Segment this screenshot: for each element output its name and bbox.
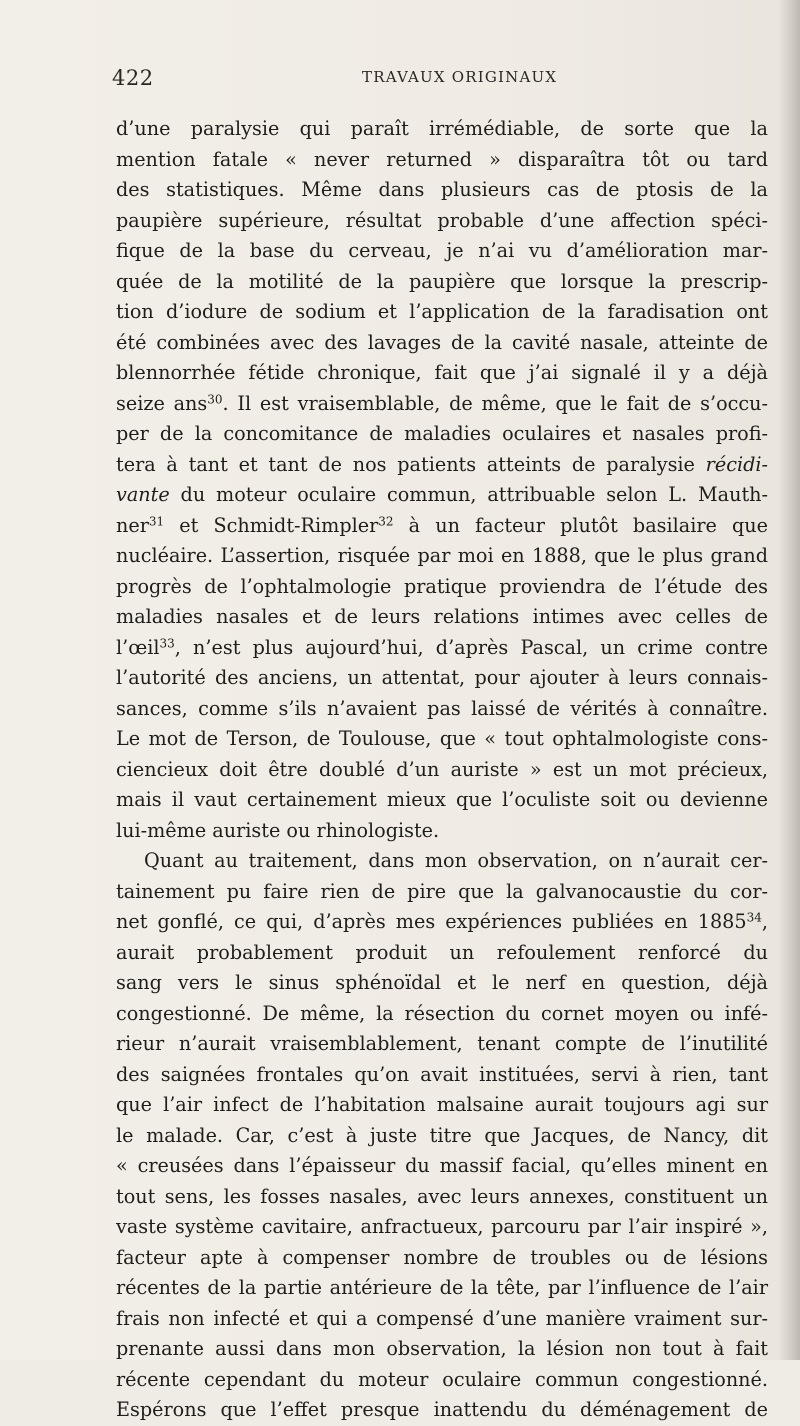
text-line: l’autorité des anciens, un attentat, pour ajouter à leurs connais- <box>116 666 768 689</box>
text-fragment: , <box>761 910 768 933</box>
text-line: per de la concomitance de maladies oculaires et nasales profi- <box>116 422 768 445</box>
text-line: facteur apte à compenser nombre de troubles ou de lésions <box>116 1245 768 1269</box>
text-line: des statistiques. Même dans plusieurs cas de ptosis de la <box>116 178 768 201</box>
text-line: aurait probablement produit un refoulement renforcé du <box>116 940 768 964</box>
text-line: congestionné. De même, la résection du cornet moyen ou infé- <box>116 1001 768 1025</box>
text-line: récente cependant du moteur oculaire commun congestionné. <box>116 1367 768 1391</box>
text-line: tout sens, les fosses nasales, avec leurs annexes, constituent un <box>116 1184 768 1208</box>
text-fragment: du moteur oculaire commun, attribuable selon L. Mauth- <box>169 483 768 506</box>
text-line: tainement pu faire rien de pire que la galvanocaustie du cor- <box>116 879 768 903</box>
text-line: Espérons que l’effet presque inattendu du déménagement de <box>116 1398 768 1421</box>
text-line <box>116 633 768 664</box>
text-fragment: , n’est plus aujourd’hui, d’après Pascal, un crime contre <box>174 635 768 659</box>
footnote-ref: 34 <box>746 910 762 925</box>
text-line: été combinées avec des lavages de la cavité nasale, atteinte de <box>116 330 768 354</box>
text-line <box>116 480 768 511</box>
running-head: TRAVAUX ORIGINAUX <box>362 68 558 86</box>
text-line: récentes de la partie antérieure de la tête, par l’influence de l’air <box>116 1276 768 1299</box>
text-line: tion d’iodure de sodium et l’application de la faradisation ont <box>116 300 768 323</box>
text-line: le malade. Car, c’est à juste titre que Jacques, de Nancy, dit <box>116 1123 768 1147</box>
footnote-ref: 33 <box>159 635 175 650</box>
text-line: sances, comme s’ils n’avaient pas laissé de vérités à connaître. <box>116 696 768 720</box>
text-line: que l’air infect de l’habitation malsaine aurait toujours agi sur <box>116 1093 768 1116</box>
text-line: des saignées frontales qu’on avait instituées, servi à rien, tant <box>116 1062 768 1086</box>
text-line <box>116 389 768 420</box>
text-line: paupière supérieure, résultat probable d’une affection spéci- <box>116 208 768 232</box>
text-line: mention fatale « never returned » disparaîtra tôt ou tard <box>116 147 768 171</box>
page-number: 422 <box>112 66 154 90</box>
text-line: « creusées dans l’épaisseur du massif facial, qu’elles minent en <box>116 1154 768 1177</box>
text-line: lui-même auriste ou rhinologiste. <box>116 818 440 842</box>
text-fragment: seize ans <box>116 391 208 415</box>
text-line: sang vers le sinus sphénoïdal et le nerf en question, déjà <box>116 971 768 994</box>
text-line: progrès de l’ophtalmologie pratique proviendra de l’étude des <box>116 574 768 598</box>
text-line: frais non infecté et qui a compensé d’une manière vraiment sur- <box>116 1306 768 1330</box>
text-line: maladies nasales et de leurs relations intimes avec celles de <box>116 605 768 628</box>
text-line: prenante aussi dans mon observation, la lésion non tout à fait <box>116 1337 768 1360</box>
text-fragment: net gonflé, ce qui, d’après mes expériences publiées en 1885 <box>116 910 747 933</box>
text-fragment: tera à tant et tant de nos patients atteints de paralysie <box>116 452 706 476</box>
text-line: quée de la motilité de la paupière que lorsque la prescrip- <box>116 269 768 293</box>
text-line: ciencieux doit être doublé d’un auriste » est un mot précieux, <box>116 757 768 781</box>
footnote-ref: 32 <box>378 513 394 528</box>
text-fragment: l’œil <box>116 635 160 659</box>
text-line: Quant au traitement, dans mon observation, on n’aurait cer- <box>144 849 768 872</box>
text-line: mais il vaut certainement mieux que l’oculiste soit ou devienne <box>116 788 768 811</box>
text-line <box>116 511 768 542</box>
italic-text: vante <box>116 483 170 506</box>
footnote-ref: 30 <box>207 391 223 406</box>
text-line: vaste système cavitaire, anfractueux, parcouru par l’air inspiré », <box>116 1215 768 1238</box>
text-fragment: ner <box>116 513 149 537</box>
text-line: d’une paralysie qui paraît irrémédiable, de sorte que la <box>116 117 768 140</box>
text-line: nucléaire. L’assertion, risquée par moi en 1888, que le plus grand <box>116 544 768 567</box>
text-fragment: à un facteur plutôt basilaire que <box>393 513 768 537</box>
footnote-ref: 31 <box>148 513 165 528</box>
page-edge-shadow <box>778 0 800 1360</box>
text-line: blennorrhée fétide chronique, fait que j’ai signalé il y a déjà <box>116 361 768 384</box>
text-line <box>116 450 768 481</box>
italic-text: récidi- <box>705 452 768 476</box>
page-header <box>112 66 772 98</box>
text-line <box>116 907 768 938</box>
text-line: fique de la base du cerveau, je n’ai vu d’amélioration mar- <box>116 239 768 262</box>
text-line: rieur n’aurait vraisemblablement, tenant compte de l’inutilité <box>116 1032 768 1055</box>
text-fragment: et Schmidt-Rimpler <box>164 513 379 537</box>
text-line: Le mot de Terson, de Toulouse, que « tout ophtalmologiste cons- <box>116 727 768 750</box>
text-fragment: . Il est vraisemblable, de même, que le fait de s’occu- <box>222 391 768 415</box>
body-text <box>116 114 768 1426</box>
